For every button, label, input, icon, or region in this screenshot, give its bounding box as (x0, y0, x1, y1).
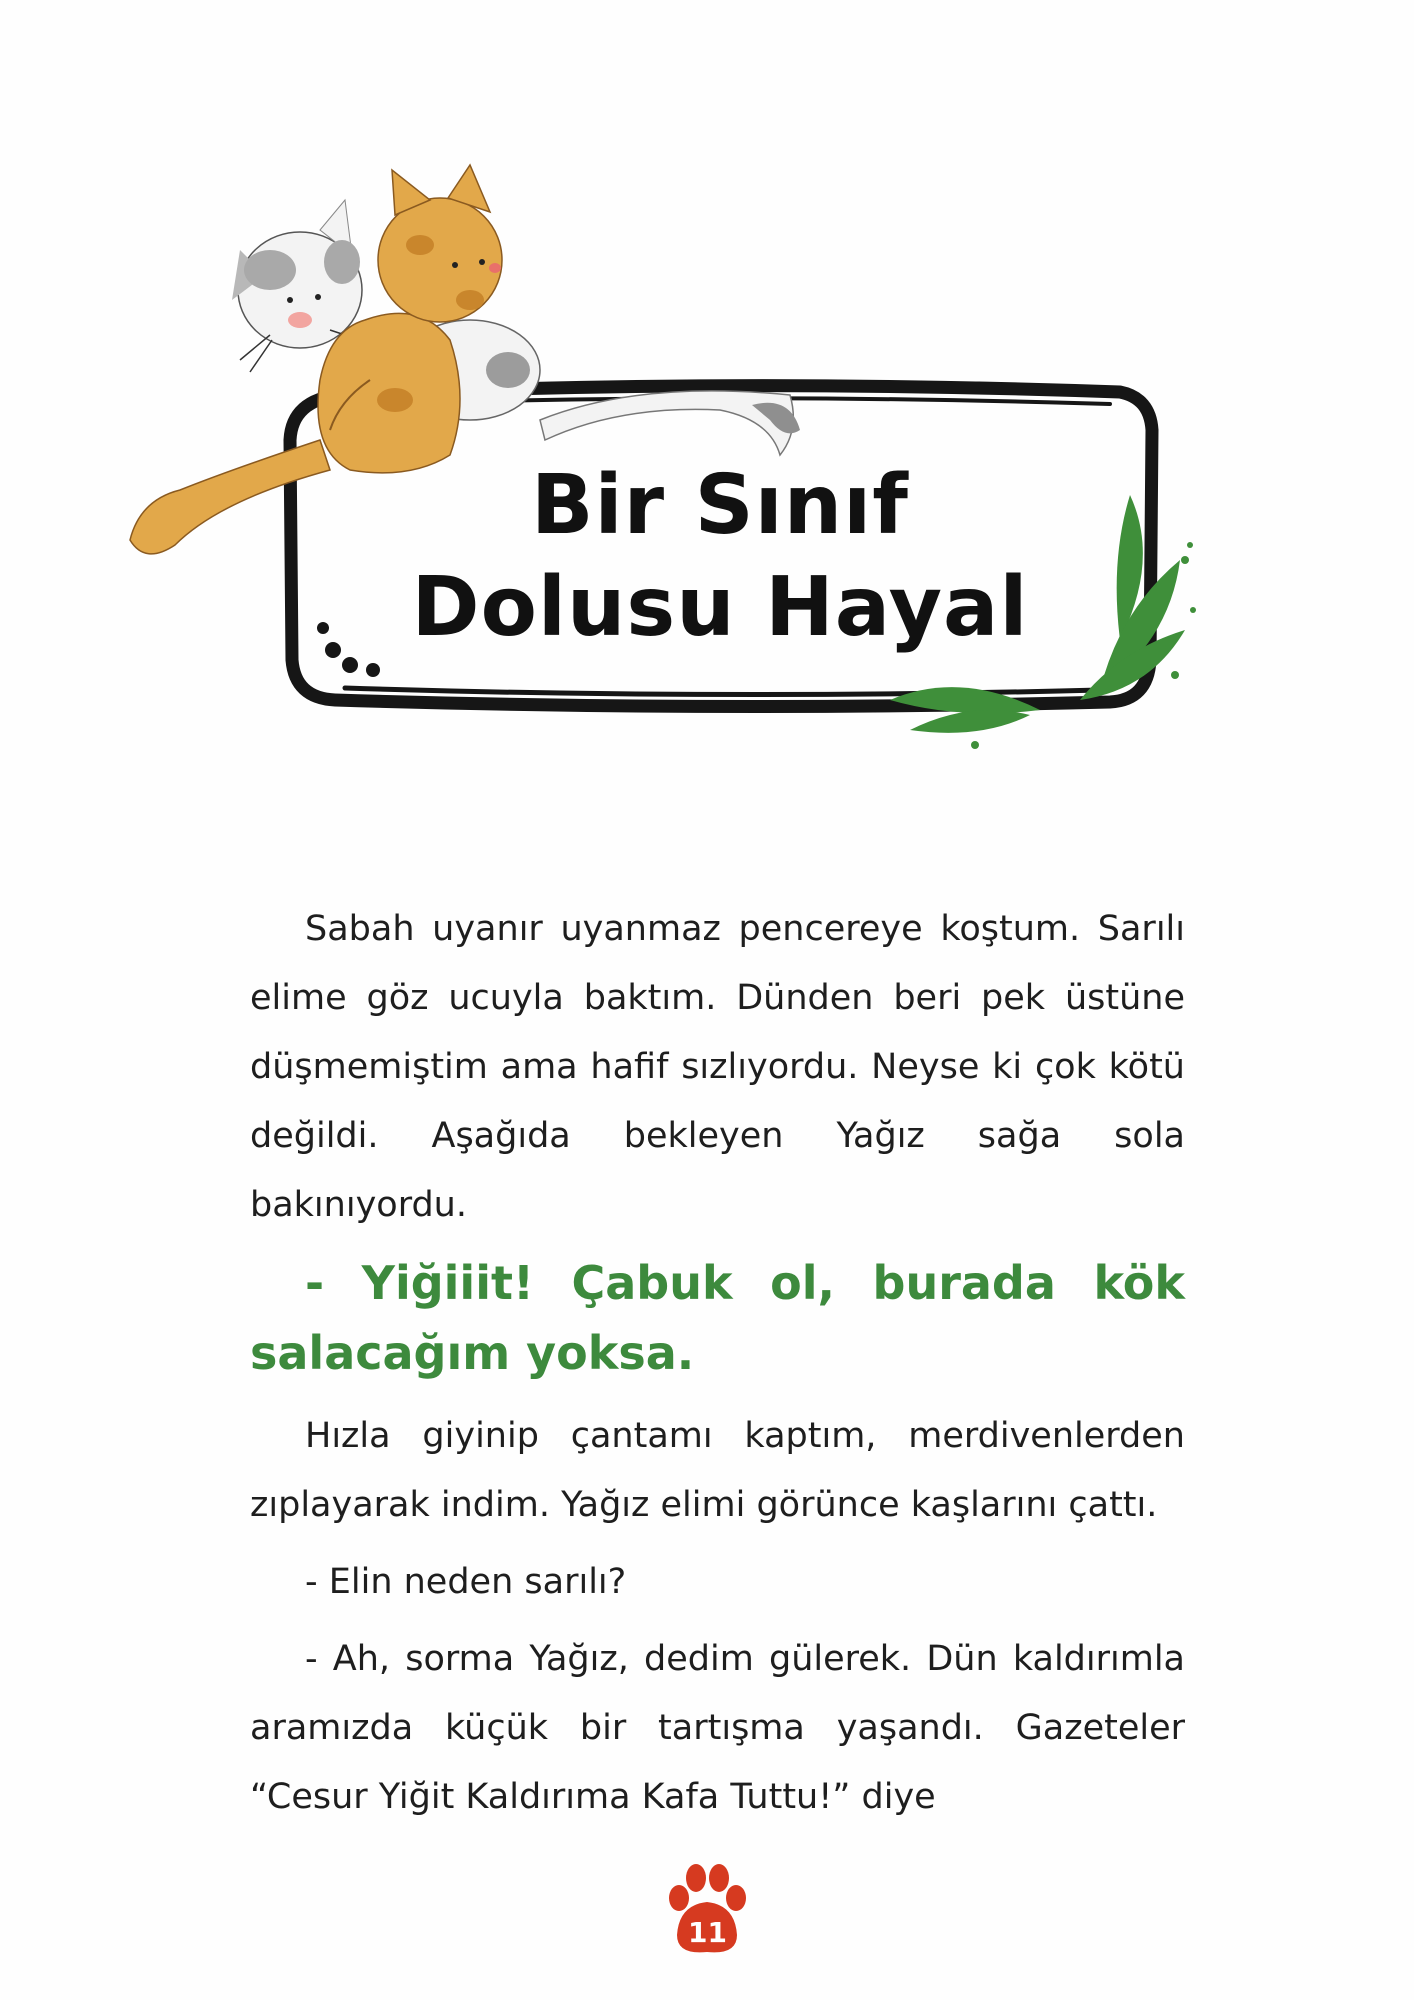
page-number-badge (665, 1860, 750, 1960)
paragraph-1: Sabah uyanır uyanmaz pencereye koştum. Sarılı elime göz ucuyla baktım. Dünden beri pek üstüne düşmemiştim ama hafif sızlıyordu. Neyse ki çok kötü değildi. Aşağıda bekleyen Yağız sağa sola bakınıyordu. (250, 909, 1185, 1225)
chapter-title-line-1: Bir Sınıf (531, 458, 909, 553)
shout-dialogue: - Yiğiiit! Çabuk ol, burada kök salacağım yoksa. (250, 1256, 1185, 1380)
paragraph-2: Hızla giyinip çantamı kaptım, merdivenlerden zıplayarak indim. Yağız elimi görünce kaşlarını çattı. (250, 1416, 1185, 1525)
white-cat (232, 200, 800, 455)
page-number: 11 (688, 1916, 727, 1949)
chapter-title-line-2: Dolusu Hayal (411, 560, 1029, 655)
title-illustration (0, 0, 1414, 800)
frame-dots (317, 622, 380, 677)
story-text (250, 895, 1185, 1832)
dialogue-question: - Elin neden sarılı? (305, 1562, 627, 1602)
chapter-title (380, 455, 1060, 659)
paragraph-3: - Ah, sorma Yağız, dedim gülerek. Dün kaldırımla aramızda küçük bir tartışma yaşandı. Gazeteler “Cesur Yiğit Kaldırıma Kafa Tuttu!” diye (250, 1639, 1185, 1817)
